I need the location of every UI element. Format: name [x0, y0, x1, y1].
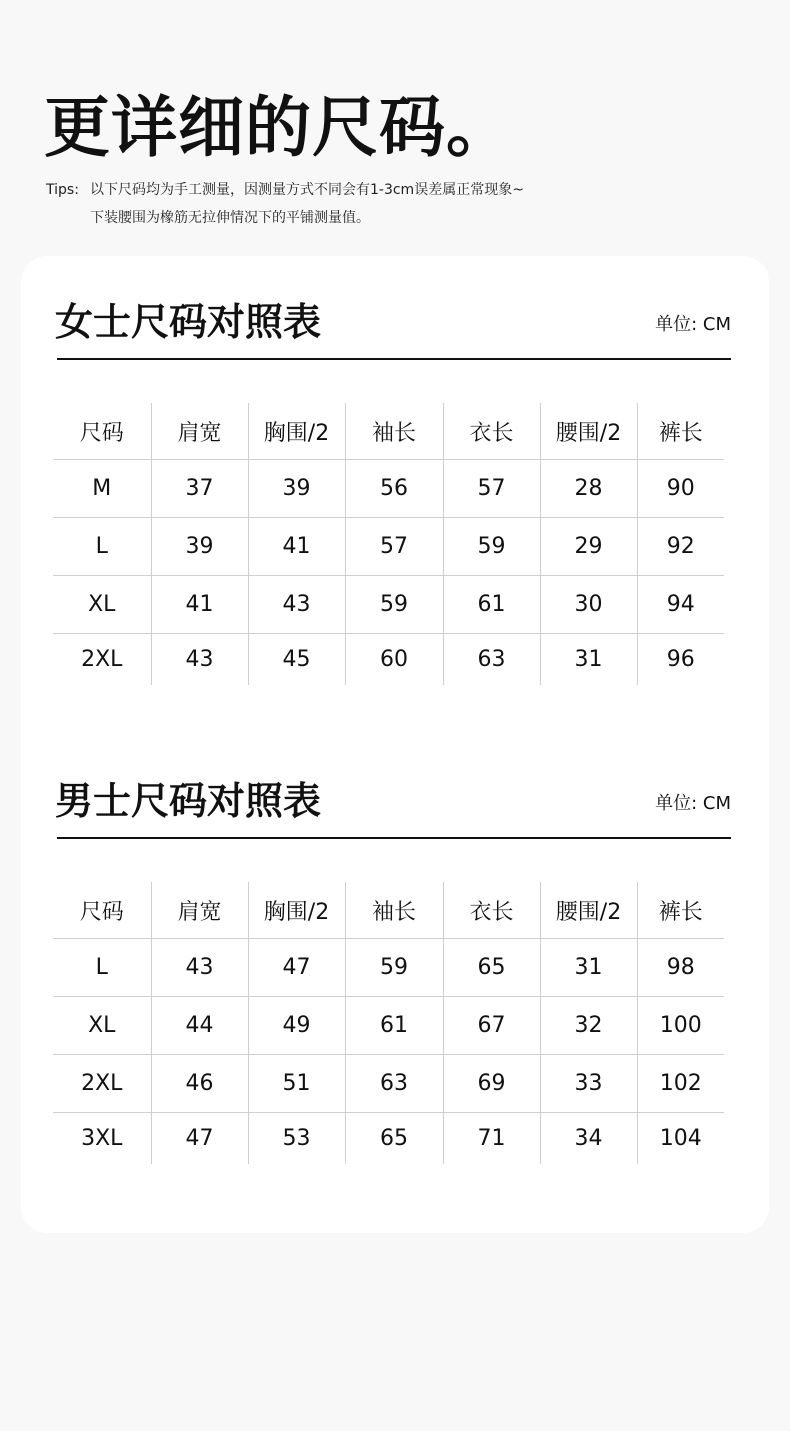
table-cell: 56: [345, 460, 443, 518]
table-cell: 69: [443, 1055, 540, 1113]
table-cell: 63: [345, 1055, 443, 1113]
table-cell: 46: [151, 1055, 248, 1113]
tips-label: Tips:: [46, 182, 79, 198]
column-header: 衣长: [443, 403, 540, 460]
table-cell: 47: [151, 1113, 248, 1165]
table-cell: 61: [443, 576, 540, 634]
table-header-row: [53, 403, 724, 460]
women-section-title: 女士尺码对照表: [55, 300, 322, 344]
table-cell: 29: [540, 518, 637, 576]
table-cell: 59: [345, 939, 443, 997]
men-section-title: 男士尺码对照表: [55, 779, 322, 823]
table-cell: 49: [248, 997, 345, 1055]
table-header-row: [53, 882, 724, 939]
table-cell: 33: [540, 1055, 637, 1113]
size-cell: XL: [53, 576, 151, 634]
column-header: 裤长: [637, 882, 724, 939]
column-header: 腰围/2: [540, 403, 637, 460]
table-cell: 65: [345, 1113, 443, 1165]
table-cell: 51: [248, 1055, 345, 1113]
table-cell: 41: [248, 518, 345, 576]
table-row: [53, 460, 724, 518]
table-cell: 102: [637, 1055, 724, 1113]
table-cell: 53: [248, 1113, 345, 1165]
table-row: [53, 576, 724, 634]
table-cell: 60: [345, 634, 443, 686]
table-cell: 65: [443, 939, 540, 997]
tips-text-2: 下装腰围为橡筋无拉伸情况下的平铺测量值。: [90, 210, 370, 226]
women-size-table: [53, 403, 724, 685]
size-cell: 2XL: [53, 1055, 151, 1113]
page-title: 更详细的尺码。: [44, 89, 513, 166]
column-header: 肩宽: [151, 403, 248, 460]
column-header: 袖长: [345, 882, 443, 939]
table-cell: 92: [637, 518, 724, 576]
table-cell: 63: [443, 634, 540, 686]
table-cell: 43: [248, 576, 345, 634]
table-cell: 67: [443, 997, 540, 1055]
size-cell: L: [53, 939, 151, 997]
men-section-divider: [57, 837, 731, 839]
size-cell: M: [53, 460, 151, 518]
table-cell: 41: [151, 576, 248, 634]
table-cell: 30: [540, 576, 637, 634]
column-header: 裤长: [637, 403, 724, 460]
tips: [46, 176, 524, 232]
column-header: 衣长: [443, 882, 540, 939]
column-header: 袖长: [345, 403, 443, 460]
table-cell: 71: [443, 1113, 540, 1165]
table-cell: 34: [540, 1113, 637, 1165]
column-header: 胸围/2: [248, 403, 345, 460]
column-header: 肩宽: [151, 882, 248, 939]
tips-row-1: [46, 176, 524, 204]
table-cell: 32: [540, 997, 637, 1055]
men-unit-label: 单位: CM: [655, 793, 731, 814]
table-cell: 61: [345, 997, 443, 1055]
table-cell: 57: [443, 460, 540, 518]
table-cell: 98: [637, 939, 724, 997]
table-row: [53, 997, 724, 1055]
table-cell: 31: [540, 939, 637, 997]
table-row: [53, 518, 724, 576]
table-cell: 59: [443, 518, 540, 576]
table-cell: 43: [151, 939, 248, 997]
table-cell: 45: [248, 634, 345, 686]
table-cell: 57: [345, 518, 443, 576]
women-unit-label: 单位: CM: [655, 314, 731, 335]
table-cell: 90: [637, 460, 724, 518]
table-cell: 43: [151, 634, 248, 686]
table-cell: 39: [248, 460, 345, 518]
tips-row-2: [46, 204, 524, 232]
table-cell: 94: [637, 576, 724, 634]
table-cell: 31: [540, 634, 637, 686]
tips-text-1: 以下尺码均为手工测量，因测量方式不同会有1-3cm误差属正常现象~: [90, 182, 524, 198]
table-cell: 28: [540, 460, 637, 518]
women-section-divider: [57, 358, 731, 360]
table-row: [53, 1113, 724, 1165]
column-header: 腰围/2: [540, 882, 637, 939]
table-row: [53, 1055, 724, 1113]
table-cell: 37: [151, 460, 248, 518]
column-header: 尺码: [79, 899, 124, 925]
table-cell: 59: [345, 576, 443, 634]
column-header: 尺码: [79, 420, 124, 446]
size-cell: XL: [53, 997, 151, 1055]
table-cell: 44: [151, 997, 248, 1055]
size-cell: 2XL: [53, 634, 151, 686]
table-row: [53, 634, 724, 686]
size-chart-card: [21, 256, 769, 1233]
table-row: [53, 939, 724, 997]
size-cell: L: [53, 518, 151, 576]
table-cell: 96: [637, 634, 724, 686]
table-cell: 100: [637, 997, 724, 1055]
table-cell: 39: [151, 518, 248, 576]
table-cell: 104: [637, 1113, 724, 1165]
column-header: 胸围/2: [248, 882, 345, 939]
table-cell: 47: [248, 939, 345, 997]
men-size-table: [53, 882, 724, 1164]
size-cell: 3XL: [53, 1113, 151, 1165]
